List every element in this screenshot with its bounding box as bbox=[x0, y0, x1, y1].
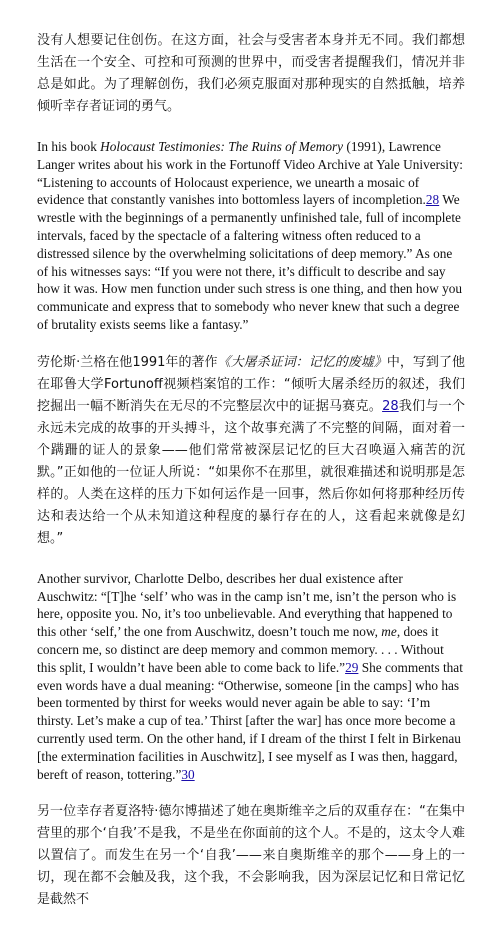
book-title: Holocaust Testimonies: The Ruins of Memory bbox=[100, 139, 344, 154]
document-page bbox=[37, 30, 465, 931]
paragraph-text: Another survivor, Charlotte Delbo, describes her dual existence after Auschwitz: “[T]he ‘self’ who was in the camp isn’t me, isn’t the person who is here, opposite you. No, it’s too unbelievable. And everything that happened to this other ‘self,’ the one from Auschwitz, doesn’t touch me now, bbox=[37, 570, 457, 640]
paragraph-text: 我们与一个永远未完成的故事的开头搏斗，这个故事充满了不完整的间隔，面对着一个蹒跚的证人的景象——他们常常被深层记忆的巨大召唤逼入痛苦的沉默。”正如他的一位证人所说：“如果你不在那里，就很难描述和说明那是怎样的。人类在这样的压力下如何运作是一回事，然后你如何将那种经历传达和表达给一个从未知道这种程度的暴行存在的人，这看起来就像是幻想。” bbox=[37, 398, 465, 546]
paragraph-text: In his book bbox=[37, 139, 101, 154]
footnote-link-28[interactable]: 28 bbox=[382, 398, 399, 414]
footnote-link-28[interactable]: 28 bbox=[425, 192, 440, 208]
paragraph-zh-langer bbox=[37, 352, 465, 550]
paragraph-text: , does it concern me, so distinct are deep memory and common memory. . . . Without this split, I wouldn’t have been able to come back to life.” bbox=[37, 624, 444, 675]
footnote-link-30[interactable]: 30 bbox=[181, 766, 195, 782]
emphasis: me bbox=[381, 624, 397, 640]
book-title: 《大屠杀证词：记忆的废墟》 bbox=[217, 354, 387, 370]
paragraph-text: She comments that even words have a dual meaning: “Otherwise, someone [in the camps] who has been tormented by thirst for weeks would never again be able to say: ‘I’m thirsty. Let’s make a cup of tea.’ Thirst [after the war] has once more become a currently used term. On the other hand, if I dream of the thirst I felt in Birkenau [the extermination facilities in Auschwitz], I see myself as I was then, haggard, bereft of reason, tottering.” bbox=[37, 659, 463, 782]
paragraph-text: We wrestle with the beginnings of a permanently unfinished tale, full of incomplete intervals, faced by the spectacle of a faltering witness often reduced to a distressed silence by the overwhelming solicitations of deep memory.” As one of his witnesses says: “If you were not there, it’s difficult to describe and say how it was. How men function under such stress is one thing, and then how you communicate and express that to somebody who never knew that such a degree of brutality exists seems like a fantasy.” bbox=[37, 192, 463, 332]
paragraph-text: 另一位幸存者夏洛特·德尔博描述了她在奥斯维辛之后的双重存在：“在集中营里的那个‘自我’不是我，不是坐在你面前的这个人。不是的，这太令人难以置信了。而发生在另一个‘自我’——来自奥斯维辛的那个——身上的一切，现在都不会触及我，这个我，不会影响我，因为深层记忆和日常记忆是截然不 bbox=[37, 804, 465, 908]
paragraph-en-delbo bbox=[37, 570, 465, 784]
paragraph-text: 中，写到了他在耶鲁大学Fortunoff视频档案馆的工作：“倾听大屠杀经历的叙述，我们挖掘出一幅不断消失在无尽的不完整层次中的证据马赛克。 bbox=[37, 354, 465, 414]
paragraph-zh-1 bbox=[37, 30, 465, 118]
paragraph-en-langer bbox=[37, 138, 465, 334]
footnote-link-29[interactable]: 29 bbox=[345, 659, 359, 675]
paragraph-text: 劳伦斯·兰格在他1991年的著作 bbox=[37, 354, 218, 370]
paragraph-zh-delbo bbox=[37, 801, 465, 911]
paragraph-text: 没有人想要记住创伤。在这方面，社会与受害者本身并无不同。我们都想生活在一个安全、可控和可预测的世界中，而受害者提醒我们，情况并非总是如此。为了理解创伤，我们必须克服面对那种现实的自然抵触，培养倾听幸存者证词的勇气。 bbox=[37, 33, 465, 114]
paragraph-text: (1991), Lawrence Langer writes about his work in the Fortunoff Video Archive at Yale University: “Listening to accounts of Holocaust experience, we unearth a mosaic of evidence that constantly vanishes into bottomless layers of incompletion. bbox=[37, 139, 463, 208]
